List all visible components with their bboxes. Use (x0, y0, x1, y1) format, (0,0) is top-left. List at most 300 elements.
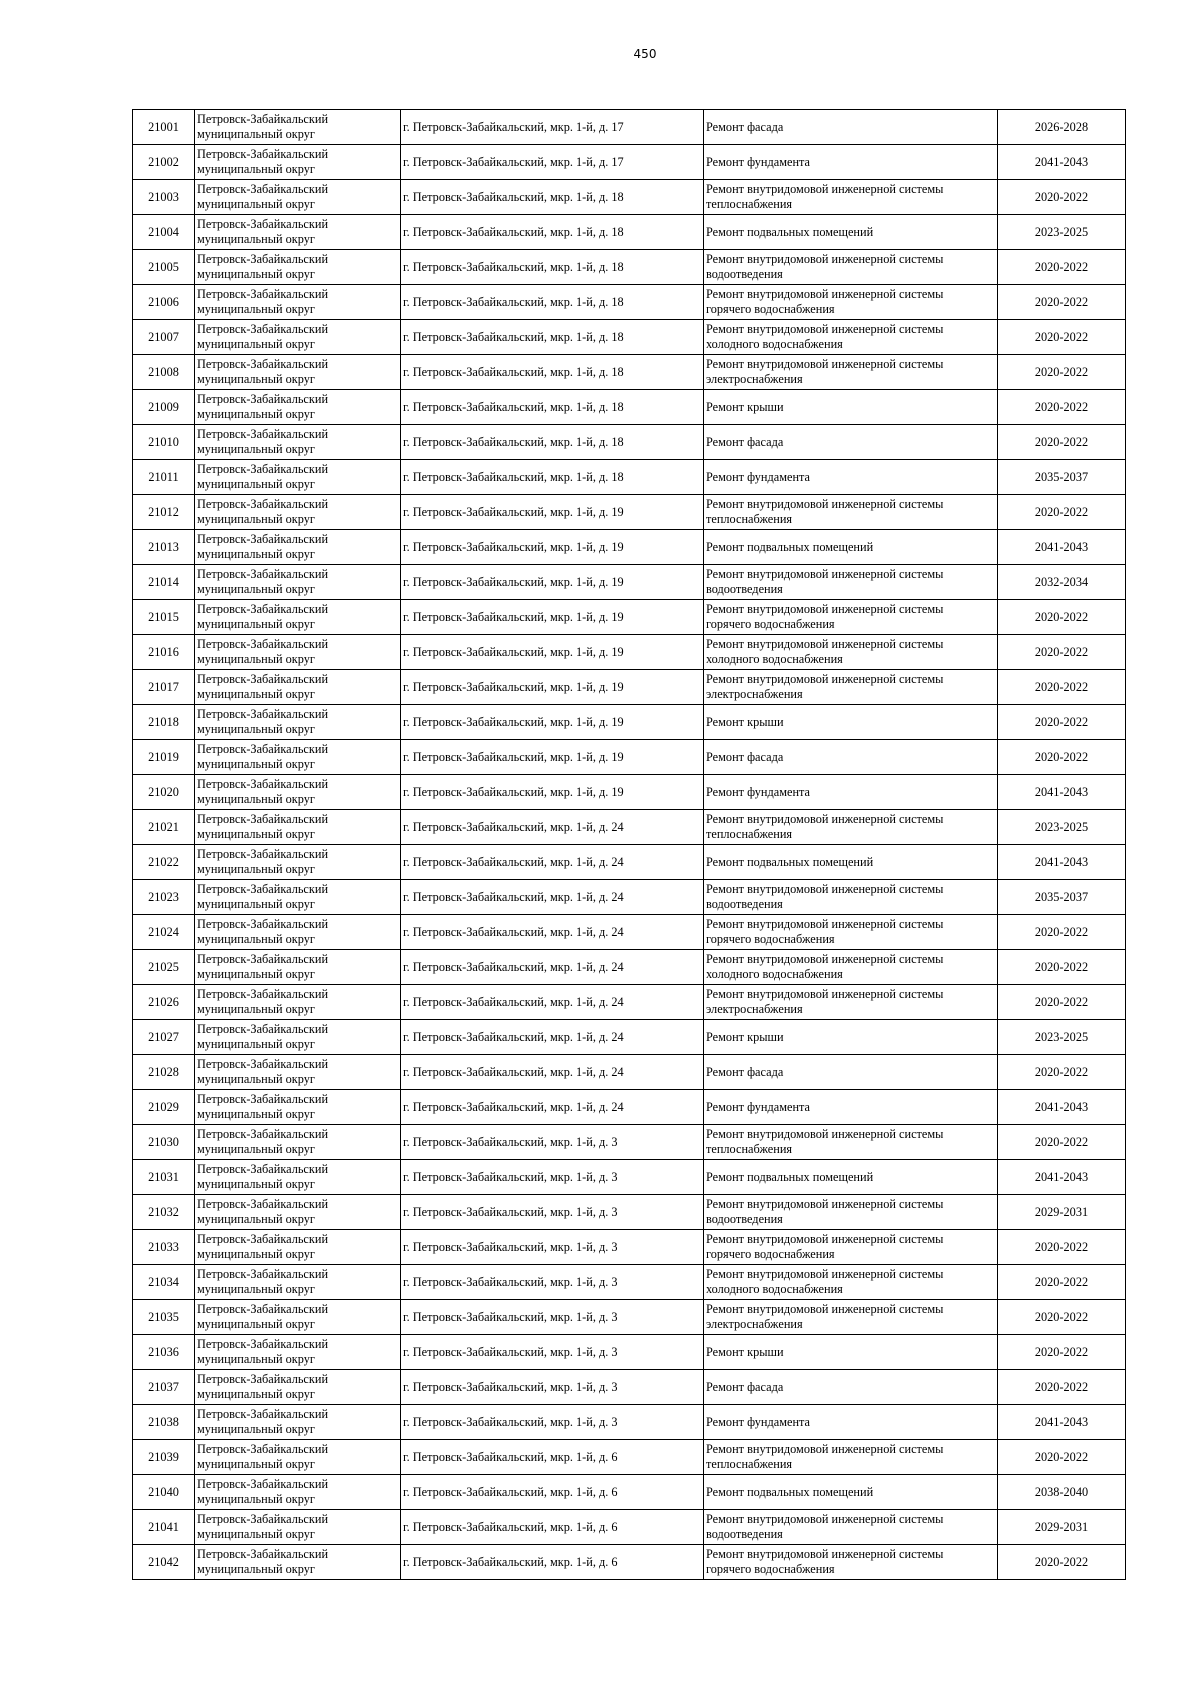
planned-period: 2029-2031 (1034, 1204, 1089, 1219)
municipality-line-1: Петровск-Забайкальский (197, 1512, 329, 1526)
table-row (133, 1195, 1126, 1230)
municipality-line-1: Петровск-Забайкальский (197, 777, 329, 791)
address: г. Петровск-Забайкальский, мкр. 1-й, д. 24 (403, 959, 624, 974)
address: г. Петровск-Забайкальский, мкр. 1-й, д. 3 (403, 1309, 618, 1324)
municipality-line-2: муниципальный округ (197, 162, 315, 176)
row-number: 21006 (148, 294, 179, 309)
address: г. Петровск-Забайкальский, мкр. 1-й, д. 6 (403, 1449, 618, 1464)
work-type-line-1: Ремонт внутридомовой инженерной системы (706, 1267, 944, 1281)
municipality-line-2: муниципальный округ (197, 302, 315, 316)
address-cell (401, 1440, 704, 1475)
address: г. Петровск-Забайкальский, мкр. 1-й, д. 24 (403, 1099, 624, 1114)
row-number: 21038 (148, 1414, 179, 1429)
work-type-cell (704, 635, 998, 670)
address: г. Петровск-Забайкальский, мкр. 1-й, д. 19 (403, 539, 624, 554)
address: г. Петровск-Забайкальский, мкр. 1-й, д. 6 (403, 1519, 618, 1534)
municipality-cell (195, 1335, 401, 1370)
work-type-cell (704, 1440, 998, 1475)
municipality-cell (195, 1370, 401, 1405)
address-cell (401, 985, 704, 1020)
planned-period: 2020-2022 (1034, 259, 1089, 274)
table-row (133, 1160, 1126, 1195)
municipality-cell (195, 1125, 401, 1160)
row-number: 21040 (148, 1484, 179, 1499)
row-number-cell (133, 1020, 195, 1055)
address-cell (401, 1405, 704, 1440)
period-cell (998, 950, 1126, 985)
work-type-line-2: холодного водоснабжения (706, 967, 843, 981)
planned-period: 2020-2022 (1034, 749, 1089, 764)
work-type-line-2: электроснабжения (706, 372, 803, 386)
work-type-cell (704, 1125, 998, 1160)
planned-period: 2023-2025 (1034, 1029, 1089, 1044)
row-number-cell (133, 425, 195, 460)
table-row (133, 600, 1126, 635)
municipality-line-2: муниципальный округ (197, 932, 315, 946)
row-number-cell (133, 600, 195, 635)
address: г. Петровск-Забайкальский, мкр. 1-й, д. 19 (403, 714, 624, 729)
table-row (133, 1230, 1126, 1265)
row-number-cell (133, 1160, 195, 1195)
planned-period: 2041-2043 (1034, 154, 1089, 169)
work-type-cell (704, 1335, 998, 1370)
address: г. Петровск-Забайкальский, мкр. 1-й, д. 3 (403, 1379, 618, 1394)
address: г. Петровск-Забайкальский, мкр. 1-й, д. 3 (403, 1274, 618, 1289)
address-cell (401, 145, 704, 180)
planned-period: 2020-2022 (1034, 1379, 1089, 1394)
municipality-line-1: Петровск-Забайкальский (197, 497, 329, 511)
municipality-cell (195, 1440, 401, 1475)
table-row (133, 810, 1126, 845)
table-row (133, 950, 1126, 985)
row-number: 21011 (148, 469, 179, 484)
row-number-cell (133, 1335, 195, 1370)
work-type-line-1: Ремонт крыши (706, 1029, 784, 1044)
row-number: 21033 (148, 1239, 179, 1254)
work-type-line-2: горячего водоснабжения (706, 1562, 835, 1576)
work-type-line-1: Ремонт фундамента (706, 1414, 811, 1429)
address: г. Петровск-Забайкальский, мкр. 1-й, д. 24 (403, 1029, 624, 1044)
municipality-cell (195, 1545, 401, 1580)
work-type-cell (704, 1195, 998, 1230)
row-number-cell (133, 1440, 195, 1475)
work-type-line-2: горячего водоснабжения (706, 932, 835, 946)
row-number-cell (133, 565, 195, 600)
work-type-cell (704, 425, 998, 460)
row-number: 21032 (148, 1204, 179, 1219)
row-number-cell (133, 915, 195, 950)
municipality-line-1: Петровск-Забайкальский (197, 882, 329, 896)
address-cell (401, 670, 704, 705)
period-cell (998, 1300, 1126, 1335)
period-cell (998, 880, 1126, 915)
municipality-cell (195, 1055, 401, 1090)
work-type-line-1: Ремонт фундамента (706, 154, 811, 169)
work-type-cell (704, 810, 998, 845)
address-cell (401, 460, 704, 495)
address-cell (401, 1125, 704, 1160)
municipality-line-1: Петровск-Забайкальский (197, 462, 329, 476)
row-number: 21039 (148, 1449, 179, 1464)
row-number: 21014 (148, 574, 179, 589)
table-row (133, 1335, 1126, 1370)
planned-period: 2020-2022 (1034, 609, 1089, 624)
row-number-cell (133, 1125, 195, 1160)
address: г. Петровск-Забайкальский, мкр. 1-й, д. 19 (403, 644, 624, 659)
planned-period: 2020-2022 (1034, 399, 1089, 414)
municipality-line-1: Петровск-Забайкальский (197, 357, 329, 371)
period-cell (998, 1265, 1126, 1300)
table-row (133, 1055, 1126, 1090)
period-cell (998, 460, 1126, 495)
work-type-line-2: водоотведения (706, 1212, 783, 1226)
address: г. Петровск-Забайкальский, мкр. 1-й, д. 19 (403, 784, 624, 799)
table-body (133, 110, 1126, 1580)
planned-period: 2041-2043 (1034, 539, 1089, 554)
table-row (133, 775, 1126, 810)
period-cell (998, 530, 1126, 565)
row-number: 21001 (148, 119, 179, 134)
municipality-cell (195, 635, 401, 670)
municipality-line-1: Петровск-Забайкальский (197, 1547, 329, 1561)
address-cell (401, 390, 704, 425)
work-type-cell (704, 1405, 998, 1440)
work-type-line-2: электроснабжения (706, 1317, 803, 1331)
address: г. Петровск-Забайкальский, мкр. 1-й, д. 18 (403, 294, 624, 309)
municipality-line-2: муниципальный округ (197, 407, 315, 421)
address-cell (401, 635, 704, 670)
municipality-cell (195, 215, 401, 250)
period-cell (998, 1370, 1126, 1405)
work-type-line-2: теплоснабжения (706, 197, 793, 211)
municipality-line-1: Петровск-Забайкальский (197, 1127, 329, 1141)
row-number-cell (133, 390, 195, 425)
municipality-cell (195, 845, 401, 880)
work-type-line-2: водоотведения (706, 1527, 783, 1541)
table-row (133, 180, 1126, 215)
period-cell (998, 705, 1126, 740)
address: г. Петровск-Забайкальский, мкр. 1-й, д. 19 (403, 609, 624, 624)
municipality-cell (195, 600, 401, 635)
work-type-line-1: Ремонт фундамента (706, 784, 811, 799)
row-number: 21037 (148, 1379, 179, 1394)
municipality-cell (195, 495, 401, 530)
municipality-line-2: муниципальный округ (197, 827, 315, 841)
address-cell (401, 1230, 704, 1265)
address-cell (401, 915, 704, 950)
period-cell (998, 495, 1126, 530)
work-type-line-2: водоотведения (706, 582, 783, 596)
municipality-line-2: муниципальный округ (197, 1492, 315, 1506)
municipality-line-2: муниципальный округ (197, 1457, 315, 1471)
municipality-cell (195, 1405, 401, 1440)
period-cell (998, 1160, 1126, 1195)
municipality-cell (195, 1300, 401, 1335)
municipality-line-2: муниципальный округ (197, 1247, 315, 1261)
period-cell (998, 845, 1126, 880)
municipality-cell (195, 355, 401, 390)
table-row (133, 1475, 1126, 1510)
address-cell (401, 705, 704, 740)
work-type-cell (704, 915, 998, 950)
table-row (133, 1405, 1126, 1440)
address: г. Петровск-Забайкальский, мкр. 1-й, д. 19 (403, 679, 624, 694)
address: г. Петровск-Забайкальский, мкр. 1-й, д. 18 (403, 224, 624, 239)
row-number: 21023 (148, 889, 179, 904)
municipality-line-2: муниципальный округ (197, 1282, 315, 1296)
municipality-line-1: Петровск-Забайкальский (197, 112, 329, 126)
address: г. Петровск-Забайкальский, мкр. 1-й, д. 18 (403, 469, 624, 484)
municipality-cell (195, 1195, 401, 1230)
address: г. Петровск-Забайкальский, мкр. 1-й, д. 3 (403, 1204, 618, 1219)
row-number-cell (133, 740, 195, 775)
municipality-line-1: Петровск-Забайкальский (197, 392, 329, 406)
planned-period: 2026-2028 (1034, 119, 1089, 134)
work-type-line-1: Ремонт крыши (706, 399, 784, 414)
row-number: 21010 (148, 434, 179, 449)
municipality-cell (195, 1160, 401, 1195)
municipality-line-1: Петровск-Забайкальский (197, 147, 329, 161)
row-number-cell (133, 1265, 195, 1300)
work-type-cell (704, 950, 998, 985)
work-type-line-1: Ремонт внутридомовой инженерной системы (706, 1127, 944, 1141)
row-number: 21004 (148, 224, 179, 239)
row-number-cell (133, 285, 195, 320)
page-number: 450 (633, 47, 657, 61)
planned-period: 2023-2025 (1034, 819, 1089, 834)
table-row (133, 915, 1126, 950)
municipality-line-1: Петровск-Забайкальский (197, 602, 329, 616)
address: г. Петровск-Забайкальский, мкр. 1-й, д. 18 (403, 189, 624, 204)
municipality-line-1: Петровск-Забайкальский (197, 322, 329, 336)
work-type-line-2: горячего водоснабжения (706, 1247, 835, 1261)
municipality-line-1: Петровск-Забайкальский (197, 1442, 329, 1456)
work-type-line-2: электроснабжения (706, 687, 803, 701)
address-cell (401, 1510, 704, 1545)
work-type-cell (704, 530, 998, 565)
planned-period: 2020-2022 (1034, 329, 1089, 344)
planned-period: 2020-2022 (1034, 1309, 1089, 1324)
work-type-cell (704, 705, 998, 740)
municipality-line-1: Петровск-Забайкальский (197, 637, 329, 651)
address-cell (401, 1300, 704, 1335)
row-number: 21018 (148, 714, 179, 729)
work-type-line-2: горячего водоснабжения (706, 617, 835, 631)
municipality-line-1: Петровск-Забайкальский (197, 952, 329, 966)
row-number-cell (133, 670, 195, 705)
table-row (133, 110, 1126, 145)
table-row (133, 425, 1126, 460)
municipality-line-2: муниципальный округ (197, 1352, 315, 1366)
address-cell (401, 740, 704, 775)
work-type-line-1: Ремонт внутридомовой инженерной системы (706, 287, 944, 301)
planned-period: 2020-2022 (1034, 1274, 1089, 1289)
row-number: 21029 (148, 1099, 179, 1114)
address-cell (401, 250, 704, 285)
municipality-line-2: муниципальный округ (197, 1527, 315, 1541)
work-type-cell (704, 1090, 998, 1125)
municipality-line-2: муниципальный округ (197, 1317, 315, 1331)
work-type-line-2: холодного водоснабжения (706, 652, 843, 666)
row-number-cell (133, 1090, 195, 1125)
address-cell (401, 1335, 704, 1370)
row-number: 21005 (148, 259, 179, 274)
row-number: 21028 (148, 1064, 179, 1079)
row-number: 21017 (148, 679, 179, 694)
row-number: 21035 (148, 1309, 179, 1324)
period-cell (998, 180, 1126, 215)
municipality-line-1: Петровск-Забайкальский (197, 1267, 329, 1281)
row-number-cell (133, 845, 195, 880)
municipality-line-1: Петровск-Забайкальский (197, 1197, 329, 1211)
address-cell (401, 775, 704, 810)
planned-period: 2041-2043 (1034, 1414, 1089, 1429)
planned-period: 2041-2043 (1034, 854, 1089, 869)
municipality-line-2: муниципальный округ (197, 1107, 315, 1121)
address-cell (401, 530, 704, 565)
row-number-cell (133, 495, 195, 530)
planned-period: 2020-2022 (1034, 189, 1089, 204)
work-type-line-1: Ремонт фасада (706, 1064, 784, 1079)
work-type-line-1: Ремонт внутридомовой инженерной системы (706, 952, 944, 966)
row-number-cell (133, 635, 195, 670)
work-type-line-1: Ремонт внутридомовой инженерной системы (706, 987, 944, 1001)
table-row (133, 1370, 1126, 1405)
municipality-line-2: муниципальный округ (197, 1177, 315, 1191)
period-cell (998, 320, 1126, 355)
municipality-line-2: муниципальный округ (197, 652, 315, 666)
period-cell (998, 355, 1126, 390)
period-cell (998, 425, 1126, 460)
planned-period: 2035-2037 (1034, 889, 1089, 904)
work-type-line-1: Ремонт внутридомовой инженерной системы (706, 357, 944, 371)
planned-period: 2041-2043 (1034, 784, 1089, 799)
municipality-line-1: Петровск-Забайкальский (197, 287, 329, 301)
work-type-line-1: Ремонт подвальных помещений (706, 1484, 874, 1499)
row-number-cell (133, 1370, 195, 1405)
municipality-cell (195, 250, 401, 285)
row-number-cell (133, 530, 195, 565)
table-row (133, 740, 1126, 775)
municipality-line-1: Петровск-Забайкальский (197, 1337, 329, 1351)
work-type-cell (704, 1020, 998, 1055)
planned-period: 2020-2022 (1034, 294, 1089, 309)
address: г. Петровск-Забайкальский, мкр. 1-й, д. 18 (403, 399, 624, 414)
work-type-line-1: Ремонт фасада (706, 1379, 784, 1394)
table-row (133, 1020, 1126, 1055)
address-cell (401, 1090, 704, 1125)
municipality-cell (195, 565, 401, 600)
address-cell (401, 285, 704, 320)
address-cell (401, 215, 704, 250)
municipality-line-1: Петровск-Забайкальский (197, 672, 329, 686)
row-number: 21003 (148, 189, 179, 204)
table-row (133, 215, 1126, 250)
work-type-line-1: Ремонт внутридомовой инженерной системы (706, 567, 944, 581)
row-number: 21034 (148, 1274, 179, 1289)
row-number: 21031 (148, 1169, 179, 1184)
period-cell (998, 145, 1126, 180)
work-type-cell (704, 320, 998, 355)
row-number: 21021 (148, 819, 179, 834)
work-type-line-1: Ремонт фундамента (706, 469, 811, 484)
work-type-line-1: Ремонт внутридомовой инженерной системы (706, 182, 944, 196)
row-number: 21026 (148, 994, 179, 1009)
period-cell (998, 1405, 1126, 1440)
work-type-line-2: теплоснабжения (706, 512, 793, 526)
work-type-cell (704, 355, 998, 390)
row-number: 21022 (148, 854, 179, 869)
work-type-line-1: Ремонт подвальных помещений (706, 854, 874, 869)
municipality-cell (195, 425, 401, 460)
table-row (133, 355, 1126, 390)
table-row (133, 390, 1126, 425)
row-number-cell (133, 810, 195, 845)
municipality-line-2: муниципальный округ (197, 442, 315, 456)
row-number-cell (133, 215, 195, 250)
planned-period: 2041-2043 (1034, 1099, 1089, 1114)
work-type-line-2: холодного водоснабжения (706, 1282, 843, 1296)
work-type-cell (704, 215, 998, 250)
row-number: 21013 (148, 539, 179, 554)
period-cell (998, 1335, 1126, 1370)
planned-period: 2035-2037 (1034, 469, 1089, 484)
address: г. Петровск-Забайкальский, мкр. 1-й, д. 19 (403, 574, 624, 589)
row-number-cell (133, 985, 195, 1020)
period-cell (998, 985, 1126, 1020)
row-number: 21012 (148, 504, 179, 519)
municipality-cell (195, 740, 401, 775)
municipality-line-1: Петровск-Забайкальский (197, 182, 329, 196)
address: г. Петровск-Забайкальский, мкр. 1-й, д. 19 (403, 504, 624, 519)
table-row (133, 145, 1126, 180)
municipality-line-1: Петровск-Забайкальский (197, 917, 329, 931)
municipality-cell (195, 985, 401, 1020)
row-number-cell (133, 460, 195, 495)
municipality-line-2: муниципальный округ (197, 232, 315, 246)
work-type-line-1: Ремонт внутридомовой инженерной системы (706, 1512, 944, 1526)
municipality-line-2: муниципальный округ (197, 1212, 315, 1226)
period-cell (998, 390, 1126, 425)
work-type-line-2: водоотведения (706, 267, 783, 281)
municipality-line-1: Петровск-Забайкальский (197, 847, 329, 861)
planned-period: 2023-2025 (1034, 224, 1089, 239)
municipality-line-2: муниципальный округ (197, 792, 315, 806)
row-number-cell (133, 110, 195, 145)
municipality-line-1: Петровск-Забайкальский (197, 707, 329, 721)
row-number-cell (133, 880, 195, 915)
row-number: 21009 (148, 399, 179, 414)
address-cell (401, 565, 704, 600)
table-row (133, 285, 1126, 320)
address-cell (401, 355, 704, 390)
planned-period: 2020-2022 (1034, 1064, 1089, 1079)
work-type-line-1: Ремонт внутридомовой инженерной системы (706, 1197, 944, 1211)
municipality-line-2: муниципальный округ (197, 197, 315, 211)
planned-period: 2020-2022 (1034, 364, 1089, 379)
table-row (133, 460, 1126, 495)
municipality-line-1: Петровск-Забайкальский (197, 1477, 329, 1491)
work-type-line-2: электроснабжения (706, 1002, 803, 1016)
row-number: 21036 (148, 1344, 179, 1359)
work-type-cell (704, 1265, 998, 1300)
table-row (133, 1265, 1126, 1300)
period-cell (998, 600, 1126, 635)
row-number-cell (133, 1300, 195, 1335)
row-number-cell (133, 1545, 195, 1580)
period-cell (998, 1020, 1126, 1055)
municipality-line-2: муниципальный округ (197, 967, 315, 981)
